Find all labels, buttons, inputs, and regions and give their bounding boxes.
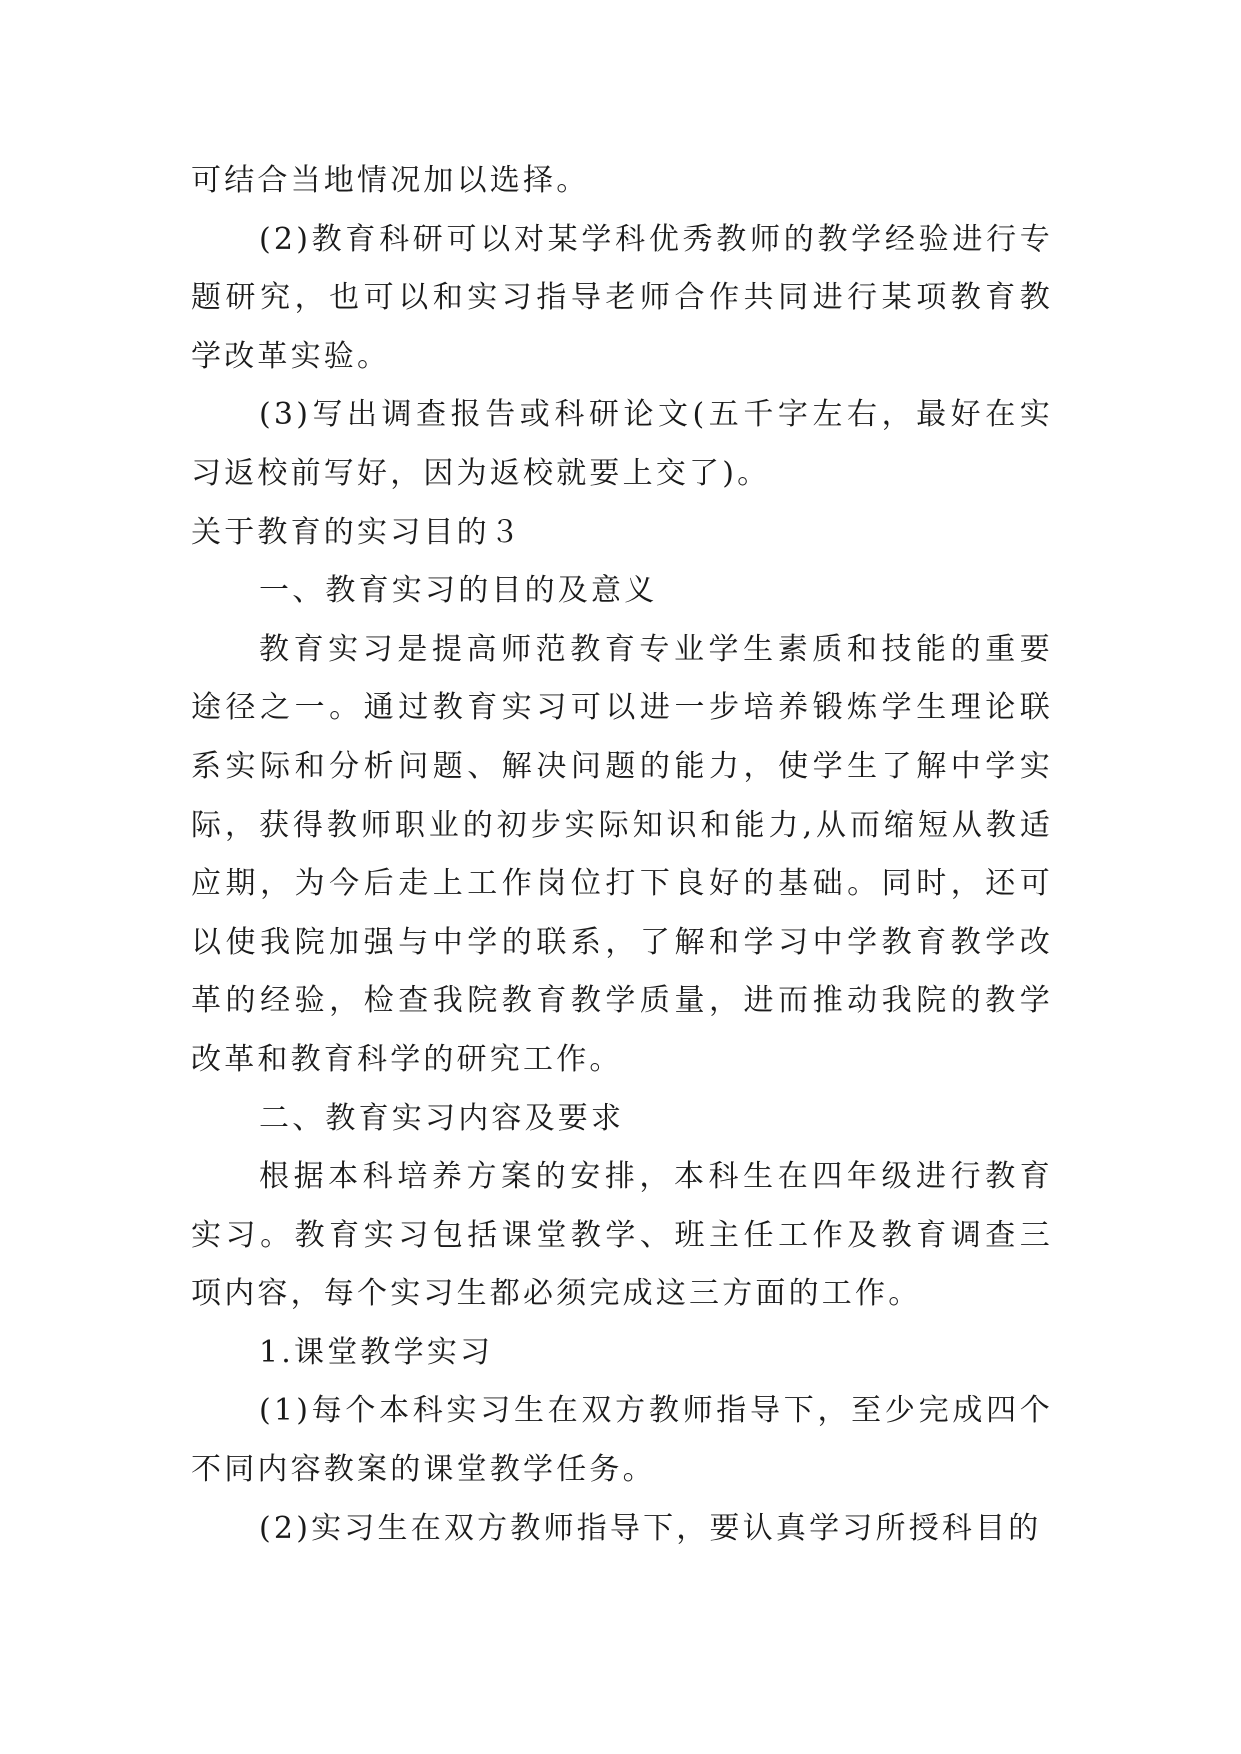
paragraph-teaching-item-1: (1)每个本科实习生在双方教师指导下，至少完成四个不同内容教案的课堂教学任务。: [191, 1393, 1053, 1488]
subheading-content: 二、教育实习内容及要求: [259, 1100, 625, 1136]
paragraph-teaching-item-2: (2)实习生在双方教师指导下，要认真学习所授科目的: [259, 1510, 1042, 1546]
paragraph-research-item-2: (2)教育科研可以对某学科优秀教师的教学经验进行专题研究，也可以和实习指导老师合作共同进行某项教育教学改革实验。: [191, 221, 1053, 374]
section-title: 关于教育的实习目的３: [191, 514, 523, 550]
document-body: [191, 152, 1053, 1558]
paragraph-purpose: 教育实习是提高师范教育专业学生素质和技能的重要途径之一。通过教育实习可以进一步培养锻炼学生理论联系实际和分析问题、解决问题的能力，使学生了解中学实际，获得教师职业的初步实际知识和能力,从而缩短从教适应期，为今后走上工作岗位打下良好的基础。同时，还可以使我院加强与中学的联系，了解和学习中学教育教学改革的经验，检查我院教育教学质量，进而推动我院的教学改革和教育科学的研究工作。: [191, 631, 1053, 1077]
paragraph-continuation: 可结合当地情况加以选择。: [191, 163, 590, 198]
subheading-classroom-teaching: 1.课堂教学实习: [259, 1334, 494, 1370]
subheading-purpose: 一、教育实习的目的及意义: [259, 573, 658, 609]
paragraph-research-item-3: (3)写出调查报告或科研论文(五千字左右，最好在实习返校前写好，因为返校就要上交了)。: [191, 397, 1053, 491]
paragraph-content: 根据本科培养方案的安排，本科生在四年级进行教育实习。教育实习包括课堂教学、班主任工作及教育调查三项内容，每个实习生都必须完成这三方面的工作。: [191, 1159, 1053, 1312]
